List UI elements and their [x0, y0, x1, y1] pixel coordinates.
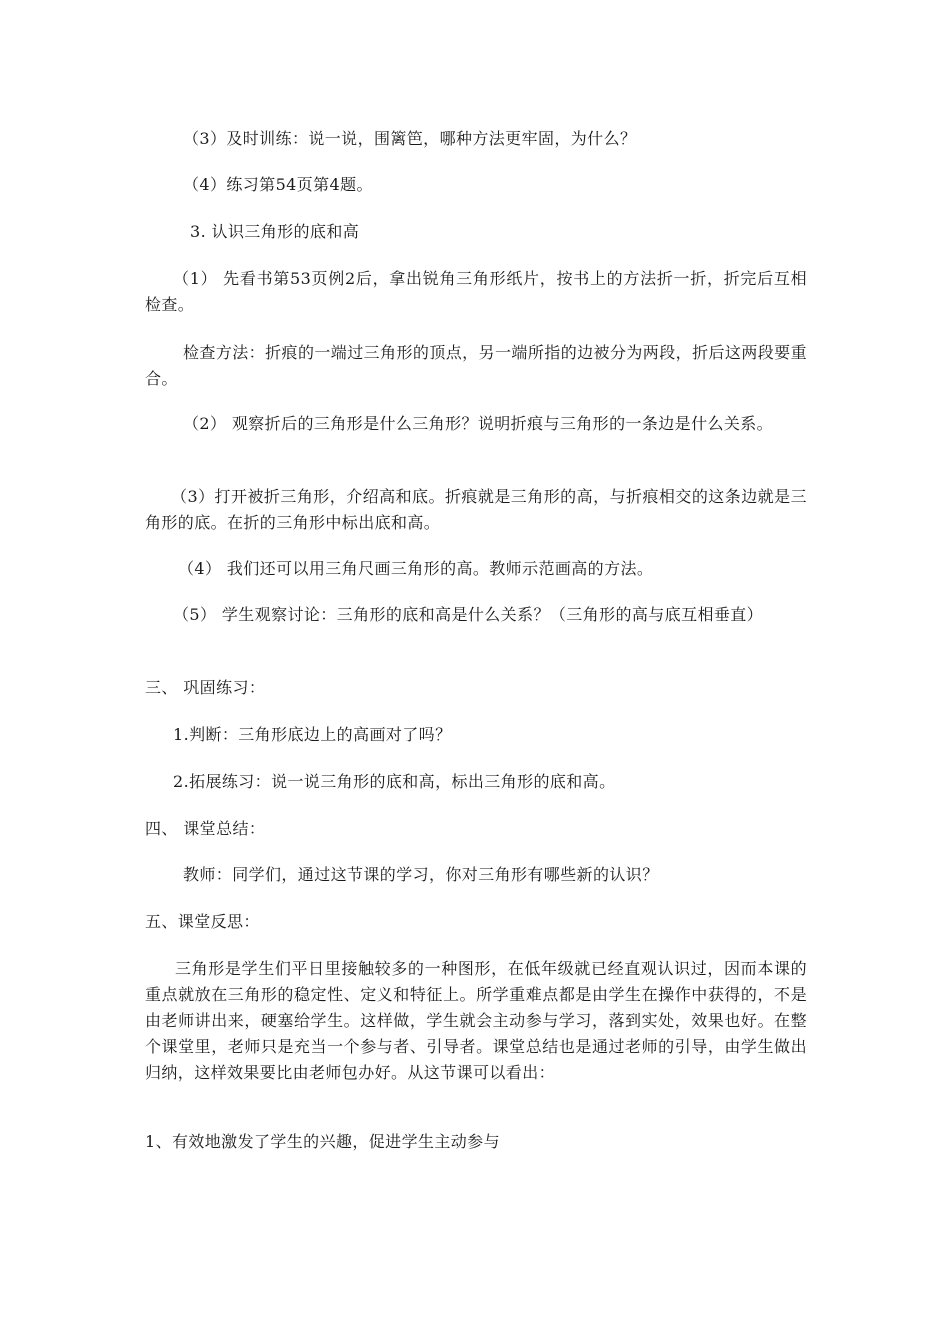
section-3-heading: 3. 认识三角形的底和高	[190, 222, 360, 241]
step-3-height-base-paragraph: （3）打开被折三角形，介绍高和底。折痕就是三角形的高，与折痕相交的这条边就是三角形的底。在折的三角形中标出底和高。	[145, 487, 807, 532]
exercise-2-extension: 2.拓展练习：说一说三角形的底和高，标出三角形的底和高。	[173, 772, 616, 791]
check-method-paragraph: 检查方法：折痕的一端过三角形的顶点，另一端所指的边被分为两段，折后这两段要重合。	[145, 343, 807, 388]
section-reflection-heading: 五、课堂反思：	[145, 912, 260, 931]
teacher-summary-line: 教师：同学们，通过这节课的学习，你对三角形有哪些新的认识？	[183, 865, 659, 884]
point-1-interest: 1、有效地激发了学生的兴趣，促进学生主动参与	[145, 1132, 500, 1151]
step-2-observe-paragraph: （2） 观察折后的三角形是什么三角形？说明折痕与三角形的一条边是什么关系。	[183, 414, 774, 433]
item-4-exercise: （4）练习第54页第4题。	[183, 175, 373, 194]
step-4-draw-height: （4） 我们还可以用三角尺画三角形的高。教师示范画高的方法。	[178, 559, 654, 578]
exercise-1-judge: 1.判断：三角形底边上的高画对了吗？	[173, 725, 452, 744]
item-3-timely-practice: （3）及时训练：说一说，围篱笆，哪种方法更牢固，为什么？	[183, 129, 637, 148]
step-1-fold-paragraph: （1） 先看书第53页例2后，拿出锐角三角形纸片，按书上的方法折一折，折完后互相检查。	[145, 269, 807, 314]
section-consolidation-heading: 三、 巩固练习：	[145, 678, 266, 697]
section-summary-heading: 四、 课堂总结：	[145, 819, 266, 838]
reflection-paragraph: 三角形是学生们平日里接触较多的一种图形，在低年级就已经直观认识过，因而本课的重点就放在三角形的稳定性、定义和特征上。所学重难点都是由学生在操作中获得的，不是由老师讲出来，硬塞给学生。这样做，学生就会主动参与学习，落到实处，效果也好。在整个课堂里，老师只是充当一个参与者、引导者。课堂总结也是通过老师的引导，由学生做出归纳，这样效果要比由老师包办好。从这节课可以看出：	[145, 959, 807, 1082]
step-5-discussion-paragraph: （5） 学生观察讨论：三角形的底和高是什么关系？（三角形的高与底互相垂直）	[173, 605, 764, 624]
